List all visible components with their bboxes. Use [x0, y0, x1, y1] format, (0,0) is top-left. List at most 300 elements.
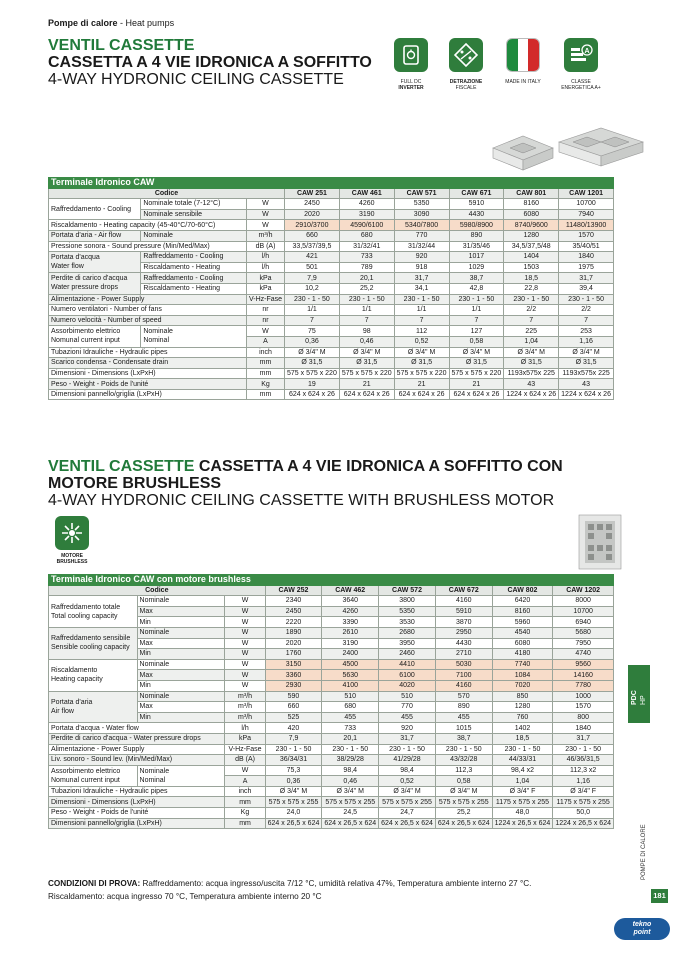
- value-cell: 2950: [435, 627, 492, 638]
- value-cell: 455: [322, 712, 379, 723]
- table-title-row: [49, 575, 614, 586]
- row-sub-label: Riscaldamento - Heating: [141, 262, 247, 273]
- row-sub-label: Min: [137, 617, 225, 628]
- value-cell: 575 x 575 x 255: [435, 797, 492, 808]
- table-row: [49, 199, 614, 210]
- value-cell: 43/32/28: [435, 755, 492, 766]
- value-cell: 35/40/51: [559, 241, 614, 252]
- value-cell: 0,58: [449, 336, 504, 347]
- unit-cell: mm: [246, 368, 284, 379]
- value-cell: 1000: [553, 691, 614, 702]
- unit-cell: W: [225, 606, 265, 617]
- row-label: Pressione sonora - Sound pressure (Min/Med/Max): [49, 241, 247, 252]
- value-cell: 1224 x 26,5 x 624: [553, 818, 614, 829]
- row-label: Dimensioni - Dimensions (LxPxH): [49, 368, 247, 379]
- unit-cell: dB (A): [225, 755, 265, 766]
- unit-cell: l/h: [225, 723, 265, 734]
- row-label: Dimensioni - Dimensions (LxPxH): [49, 797, 225, 808]
- value-cell: 8740/9600: [504, 220, 559, 231]
- column-header: CAW 1201: [559, 188, 614, 199]
- unit-cell: kPa: [246, 273, 284, 284]
- value-cell: 25,2: [435, 808, 492, 819]
- value-cell: 1503: [504, 262, 559, 273]
- row-sub-label: Nominale Nominal: [137, 765, 225, 786]
- value-cell: 2460: [379, 649, 436, 660]
- value-cell: 18,5: [492, 733, 553, 744]
- value-cell: 31,7: [379, 733, 436, 744]
- table-row: [49, 379, 614, 390]
- value-cell: 3950: [379, 638, 436, 649]
- row-label: Numero velocità - Number of speed: [49, 315, 247, 326]
- value-cell: 800: [553, 712, 614, 723]
- row-label: Tubazioni Idrauliche - Hydraulic pipes: [49, 786, 225, 797]
- column-header: CAW 802: [492, 585, 553, 596]
- value-cell: 31/32/41: [339, 241, 394, 252]
- value-cell: 2930: [265, 680, 322, 691]
- value-cell: 5960: [492, 617, 553, 628]
- value-cell: 1029: [449, 262, 504, 273]
- value-cell: 4260: [339, 199, 394, 210]
- table-row: [49, 818, 614, 829]
- value-cell: 34,5/37,5/48: [504, 241, 559, 252]
- value-cell: 890: [435, 702, 492, 713]
- value-cell: 624 x 26,5 x 624: [435, 818, 492, 829]
- value-cell: 7950: [553, 638, 614, 649]
- value-cell: 1570: [553, 702, 614, 713]
- unit-cell: m³/h: [246, 230, 284, 241]
- value-cell: 21: [394, 379, 449, 390]
- value-cell: 230 - 1 - 50: [322, 744, 379, 755]
- unit-cell: l/h: [246, 262, 284, 273]
- value-cell: 5910: [435, 606, 492, 617]
- column-header: CAW 672: [435, 585, 492, 596]
- table-row: [49, 273, 614, 284]
- value-cell: 2450: [285, 199, 340, 210]
- value-cell: 11480/13900: [559, 220, 614, 231]
- value-cell: 3190: [322, 638, 379, 649]
- value-cell: 7,9: [265, 733, 322, 744]
- value-cell: 4500: [322, 659, 379, 670]
- value-cell: 420: [265, 723, 322, 734]
- value-cell: Ø 3/4" M: [435, 786, 492, 797]
- value-cell: 7: [394, 315, 449, 326]
- value-cell: 455: [435, 712, 492, 723]
- value-cell: 5350: [394, 199, 449, 210]
- column-header: CAW 801: [504, 188, 559, 199]
- value-cell: 733: [322, 723, 379, 734]
- unit-cell: m³/h: [225, 702, 265, 713]
- value-cell: 575 x 575 x 220: [449, 368, 504, 379]
- value-cell: 1840: [559, 252, 614, 263]
- value-cell: 34,1: [394, 283, 449, 294]
- value-cell: 1193x575x 225: [504, 368, 559, 379]
- value-cell: 1404: [504, 252, 559, 263]
- value-cell: Ø 3/4" M: [394, 347, 449, 358]
- value-cell: 770: [379, 702, 436, 713]
- value-cell: 75,3: [265, 765, 322, 776]
- value-cell: 4160: [435, 680, 492, 691]
- value-cell: 0,36: [285, 336, 340, 347]
- value-cell: 0,46: [322, 776, 379, 787]
- row-sub-label: Riscaldamento - Heating: [141, 283, 247, 294]
- table-row: [49, 744, 614, 755]
- table-row: [49, 358, 614, 369]
- value-cell: 253: [559, 326, 614, 337]
- value-cell: 1,16: [559, 336, 614, 347]
- value-cell: 36/34/31: [265, 755, 322, 766]
- unit-cell: W: [225, 627, 265, 638]
- table-row: [49, 733, 614, 744]
- value-cell: 7100: [435, 670, 492, 681]
- unit-cell: l/h: [246, 252, 284, 263]
- table-row: [49, 659, 614, 670]
- value-cell: 2220: [265, 617, 322, 628]
- value-cell: 10,2: [285, 283, 340, 294]
- unit-cell: m³/h: [225, 691, 265, 702]
- value-cell: Ø 3/4" M: [322, 786, 379, 797]
- value-cell: 41/29/28: [379, 755, 436, 766]
- value-cell: 4020: [379, 680, 436, 691]
- value-cell: 5630: [322, 670, 379, 681]
- value-cell: 7940: [559, 209, 614, 220]
- value-cell: 575 x 575 x 220: [285, 368, 340, 379]
- row-sub-label: Max: [137, 606, 225, 617]
- value-cell: 43: [559, 379, 614, 390]
- table-row: [49, 230, 614, 241]
- unit-cell: kPa: [246, 283, 284, 294]
- row-sub-label: Min: [137, 680, 225, 691]
- unit-cell: W: [246, 209, 284, 220]
- column-header: CAW 252: [265, 585, 322, 596]
- value-cell: 4160: [435, 596, 492, 607]
- feature-inverter: FULL DC INVERTER: [388, 38, 434, 91]
- page-number: 181: [651, 889, 668, 903]
- value-cell: 98,4: [379, 765, 436, 776]
- value-cell: 455: [379, 712, 436, 723]
- row-label: Dimensioni pannello/griglia (LxPxH): [49, 389, 247, 400]
- row-group-label: Assorbimento elettrico Nomunal current input: [49, 326, 141, 347]
- value-cell: 575 x 575 x 220: [339, 368, 394, 379]
- spec-table-caw: [48, 177, 614, 400]
- energy-class-icon: [564, 38, 598, 72]
- value-cell: 2710: [435, 649, 492, 660]
- value-cell: 31/35/46: [449, 241, 504, 252]
- value-cell: 7: [339, 315, 394, 326]
- value-cell: 7,9: [285, 273, 340, 284]
- value-cell: 3530: [379, 617, 436, 628]
- table-row: [49, 220, 614, 231]
- value-cell: 3870: [435, 617, 492, 628]
- row-label: Alimentazione - Power Supply: [49, 744, 225, 755]
- value-cell: Ø 3/4" M: [504, 347, 559, 358]
- value-cell: 4430: [435, 638, 492, 649]
- unit-cell: A: [225, 776, 265, 787]
- value-cell: 3090: [394, 209, 449, 220]
- value-cell: 42,8: [449, 283, 504, 294]
- value-cell: 850: [492, 691, 553, 702]
- value-cell: 21: [449, 379, 504, 390]
- value-cell: 8160: [504, 199, 559, 210]
- value-cell: 1280: [492, 702, 553, 713]
- value-cell: 2340: [265, 596, 322, 607]
- column-header: Codice: [49, 188, 285, 199]
- value-cell: 1890: [265, 627, 322, 638]
- row-label: Portata d'acqua - Water flow: [49, 723, 225, 734]
- value-cell: 39,4: [559, 283, 614, 294]
- table-row: [49, 596, 614, 607]
- table-row: [49, 723, 614, 734]
- value-cell: 2/2: [504, 305, 559, 316]
- table-row: [49, 755, 614, 766]
- value-cell: 98,4 x2: [492, 765, 553, 776]
- value-cell: Ø 31,5: [285, 358, 340, 369]
- value-cell: 230 - 1 - 50: [492, 744, 553, 755]
- value-cell: 890: [449, 230, 504, 241]
- value-cell: 0,52: [394, 336, 449, 347]
- value-cell: 624 x 624 x 26: [339, 389, 394, 400]
- value-cell: 1224 x 624 x 26: [559, 389, 614, 400]
- value-cell: 2020: [285, 209, 340, 220]
- value-cell: 1,04: [504, 336, 559, 347]
- column-header: CAW 671: [449, 188, 504, 199]
- value-cell: 44/33/31: [492, 755, 553, 766]
- hydronic-detraction-icon: [449, 38, 483, 72]
- value-cell: 230 - 1 - 50: [394, 294, 449, 305]
- value-cell: 5910: [449, 199, 504, 210]
- unit-cell: inch: [246, 347, 284, 358]
- value-cell: 1084: [492, 670, 553, 681]
- table-row: [49, 808, 614, 819]
- value-cell: 33,5/37/39,5: [285, 241, 340, 252]
- value-cell: 733: [339, 252, 394, 263]
- column-header: CAW 572: [379, 585, 436, 596]
- value-cell: 6080: [492, 638, 553, 649]
- italy-flag-icon: [506, 38, 540, 72]
- value-cell: 9560: [553, 659, 614, 670]
- row-group-label: Raffreddamento sensibile Sensible cooling capacity: [49, 627, 138, 659]
- value-cell: 230 - 1 - 50: [559, 294, 614, 305]
- unit-cell: V-Hz-Fase: [225, 744, 265, 755]
- value-cell: 2020: [265, 638, 322, 649]
- value-cell: 20,1: [322, 733, 379, 744]
- unit-cell: inch: [225, 786, 265, 797]
- row-label: Riscaldamento - Heating capacity (45-40°C/70-60°C): [49, 220, 247, 231]
- unit-cell: mm: [225, 818, 265, 829]
- product-image-small: [488, 126, 558, 181]
- product-image-large: [555, 120, 647, 177]
- unit-cell: W: [225, 659, 265, 670]
- value-cell: 624 x 624 x 26: [285, 389, 340, 400]
- value-cell: 230 - 1 - 50: [285, 294, 340, 305]
- row-label: Perdite di carico d'acqua - Water pressure drops: [49, 733, 225, 744]
- value-cell: Ø 3/4" M: [379, 786, 436, 797]
- value-cell: 1/1: [339, 305, 394, 316]
- value-cell: 38,7: [449, 273, 504, 284]
- column-header: CAW 251: [285, 188, 340, 199]
- value-cell: 38,7: [435, 733, 492, 744]
- value-cell: Ø 31,5: [339, 358, 394, 369]
- value-cell: 6100: [379, 670, 436, 681]
- value-cell: 575 x 575 x 255: [265, 797, 322, 808]
- value-cell: 31,7: [394, 273, 449, 284]
- value-cell: 5680: [553, 627, 614, 638]
- value-cell: 7740: [492, 659, 553, 670]
- row-sub-label: Raffreddamento - Cooling: [141, 273, 247, 284]
- unit-cell: W: [225, 680, 265, 691]
- value-cell: 75: [285, 326, 340, 337]
- value-cell: 2680: [379, 627, 436, 638]
- unit-cell: W: [225, 617, 265, 628]
- side-tab-pdc[interactable]: PDC HP: [628, 665, 650, 723]
- unit-cell: Kg: [225, 808, 265, 819]
- value-cell: Ø 3/4" F: [492, 786, 553, 797]
- value-cell: 4410: [379, 659, 436, 670]
- value-cell: 920: [394, 252, 449, 263]
- row-group-label: Perdite di carico d'acqua Water pressure drops: [49, 273, 141, 294]
- value-cell: 22,8: [504, 283, 559, 294]
- value-cell: 624 x 26,5 x 624: [322, 818, 379, 829]
- value-cell: Ø 3/4" M: [285, 347, 340, 358]
- row-label: Peso - Weight - Poids de l'unité: [49, 379, 247, 390]
- table-title-row: [49, 178, 614, 189]
- value-cell: 4740: [553, 649, 614, 660]
- value-cell: 918: [394, 262, 449, 273]
- value-cell: 18,5: [504, 273, 559, 284]
- value-cell: 4540: [492, 627, 553, 638]
- unit-cell: W: [246, 220, 284, 231]
- unit-cell: dB (A): [246, 241, 284, 252]
- value-cell: Ø 3/4" M: [339, 347, 394, 358]
- value-cell: 24,0: [265, 808, 322, 819]
- value-cell: 25,2: [339, 283, 394, 294]
- value-cell: 5340/7800: [394, 220, 449, 231]
- value-cell: 7: [449, 315, 504, 326]
- value-cell: 20,1: [339, 273, 394, 284]
- unit-cell: nr: [246, 315, 284, 326]
- value-cell: 3150: [265, 659, 322, 670]
- row-group-label: Portata d'aria - Air flow: [49, 230, 141, 241]
- value-cell: 575 x 575 x 220: [394, 368, 449, 379]
- column-header: CAW 571: [394, 188, 449, 199]
- table-row: [49, 389, 614, 400]
- side-section-label: POMPE DI CALORE: [641, 824, 647, 880]
- value-cell: 501: [285, 262, 340, 273]
- value-cell: 1/1: [449, 305, 504, 316]
- row-sub-label: Nominale Nominal: [141, 326, 247, 347]
- product-image-brushless: [576, 512, 624, 577]
- value-cell: 112,3: [435, 765, 492, 776]
- value-cell: 1,04: [492, 776, 553, 787]
- value-cell: 6420: [492, 596, 553, 607]
- value-cell: 6080: [504, 209, 559, 220]
- row-sub-label: Nominale: [137, 627, 225, 638]
- value-cell: Ø 3/4" M: [559, 347, 614, 358]
- column-header: CAW 461: [339, 188, 394, 199]
- value-cell: 2/2: [559, 305, 614, 316]
- value-cell: 31,7: [559, 273, 614, 284]
- value-cell: 510: [379, 691, 436, 702]
- value-cell: 230 - 1 - 50: [435, 744, 492, 755]
- value-cell: 50,0: [553, 808, 614, 819]
- value-cell: 575 x 575 x 255: [379, 797, 436, 808]
- value-cell: 1175 x 575 x 255: [492, 797, 553, 808]
- value-cell: 1840: [553, 723, 614, 734]
- row-group-label: Riscaldamento Heating capacity: [49, 659, 138, 691]
- unit-cell: A: [246, 336, 284, 347]
- unit-cell: W: [225, 670, 265, 681]
- value-cell: 0,46: [339, 336, 394, 347]
- value-cell: 1015: [435, 723, 492, 734]
- table-row: [49, 347, 614, 358]
- value-cell: 230 - 1 - 50: [449, 294, 504, 305]
- value-cell: 19: [285, 379, 340, 390]
- feature-detrazione: DETRAZIONE FISCALE: [443, 38, 489, 91]
- section2-title: VENTIL CASSETTE CASSETTA A 4 VIE IDRONICA A SOFFITTO CON MOTORE BRUSHLESS 4-WAY HYDRONIC CEILING CASSETTE WITH BRUSHLESS MOTOR: [48, 458, 563, 509]
- test-conditions-note: CONDIZIONI DI PROVA: Raffreddamento: acqua ingresso/uscita 7/12 °C, umidità relativa 47%, Temperatura ambiente interno 27 °C. Riscaldamento: acqua ingresso 70 °C, Temperatura ambiente interno 20 °C: [48, 879, 532, 901]
- row-sub-label: Nominale totale (7-12°C): [141, 199, 247, 210]
- table-row: [49, 326, 614, 337]
- value-cell: 3360: [265, 670, 322, 681]
- value-cell: 98: [339, 326, 394, 337]
- value-cell: Ø 3/4" M: [449, 347, 504, 358]
- unit-cell: Kg: [246, 379, 284, 390]
- value-cell: 3190: [339, 209, 394, 220]
- value-cell: 24,5: [322, 808, 379, 819]
- value-cell: 8160: [492, 606, 553, 617]
- tekno-point-logo: tekno point: [614, 918, 670, 940]
- value-cell: 7: [559, 315, 614, 326]
- value-cell: 31,7: [553, 733, 614, 744]
- value-cell: 660: [285, 230, 340, 241]
- value-cell: 7: [285, 315, 340, 326]
- value-cell: 1224 x 624 x 26: [504, 389, 559, 400]
- value-cell: 112: [394, 326, 449, 337]
- value-cell: 7: [504, 315, 559, 326]
- value-cell: 2610: [322, 627, 379, 638]
- table-row: [49, 315, 614, 326]
- value-cell: 1224 x 26,5 x 624: [492, 818, 553, 829]
- value-cell: 624 x 624 x 26: [394, 389, 449, 400]
- value-cell: 7020: [492, 680, 553, 691]
- value-cell: 1402: [492, 723, 553, 734]
- value-cell: 624 x 624 x 26: [449, 389, 504, 400]
- feature-brushless: MOTORE BRUSHLESS: [52, 516, 92, 565]
- feature-energy-class: A CLASSE ENERGETICA A+: [558, 38, 604, 91]
- unit-cell: W: [225, 765, 265, 776]
- row-group-label: Portata d'aria Air flow: [49, 691, 138, 723]
- row-sub-label: Max: [137, 670, 225, 681]
- value-cell: 1193x575x 225: [559, 368, 614, 379]
- row-sub-label: Min: [137, 712, 225, 723]
- brushless-motor-icon: [55, 516, 89, 550]
- row-group-label: Assorbimento elettrico Nomunal current input: [49, 765, 138, 786]
- value-cell: Ø 3/4" M: [265, 786, 322, 797]
- value-cell: 680: [339, 230, 394, 241]
- value-cell: 46/36/31,5: [553, 755, 614, 766]
- value-cell: 7780: [553, 680, 614, 691]
- value-cell: 230 - 1 - 50: [553, 744, 614, 755]
- value-cell: 1975: [559, 262, 614, 273]
- column-header: CAW 462: [322, 585, 379, 596]
- row-sub-label: Nominale sensibile: [141, 209, 247, 220]
- row-label: Scarico condensa - Condensate drain: [49, 358, 247, 369]
- value-cell: 660: [265, 702, 322, 713]
- value-cell: 421: [285, 252, 340, 263]
- unit-cell: W: [225, 638, 265, 649]
- value-cell: 510: [322, 691, 379, 702]
- value-cell: 14160: [553, 670, 614, 681]
- table-row: [49, 786, 614, 797]
